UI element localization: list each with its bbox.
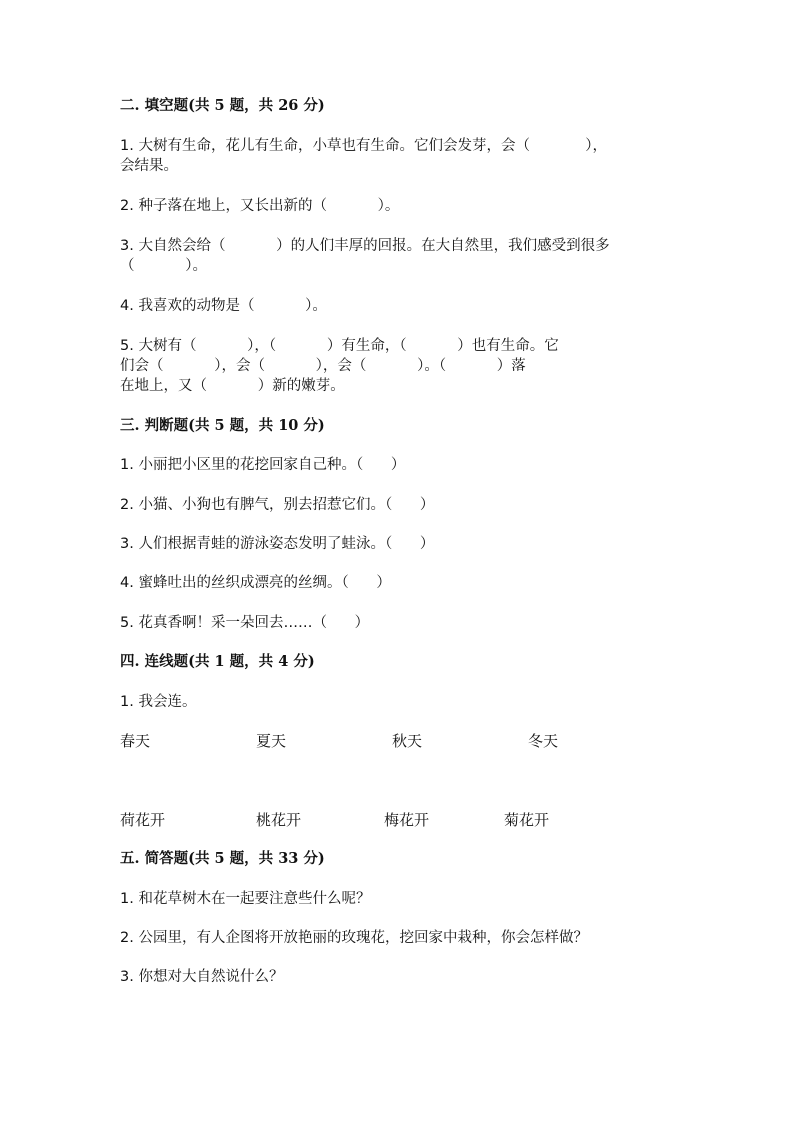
judge-q5: 5. 花真香啊！采一朵回去……（ ） [120,615,370,631]
short-q2: 2. 公园里，有人企图将开放艳丽的玫瑰花，挖回家中栽种，你会怎样做？ [120,930,588,946]
fill-q3-line2: （ ）。 [120,258,207,274]
season-winter: 冬天 [528,732,559,750]
fill-q5-line1: 5. 大树有（ ），（ ）有生命，（ ）也有生命。它 [120,338,559,354]
section-heading-fill-blank: 二. 填空题(共 5 题，共 26 分) [120,97,325,114]
section-heading-matching: 四. 连线题(共 1 题，共 4 分) [120,653,315,670]
flower-lotus: 荷花开 [120,811,166,829]
season-summer: 夏天 [256,732,287,750]
fill-q5-line2: 们会（ ），会（ ），会（ ）。（ ）落 [120,358,526,374]
match-q1: 1. 我会连。 [120,694,197,710]
season-autumn: 秋天 [392,732,423,750]
fill-q1-line1: 1. 大树有生命，花儿有生命，小草也有生命。它们会发芽，会（ ）， [120,138,608,154]
short-q3: 3. 你想对大自然说什么？ [120,969,284,985]
judge-q4: 4. 蜜蜂吐出的丝织成漂亮的丝绸。（ ） [120,575,391,591]
flower-plum: 梅花开 [384,811,430,829]
judge-q3: 3. 人们根据青蛙的游泳姿态发明了蛙泳。（ ） [120,536,435,552]
short-q1: 1. 和花草树木在一起要注意些什么呢？ [120,891,371,907]
season-spring: 春天 [120,732,151,750]
judge-q1: 1. 小丽把小区里的花挖回家自己种。（ ） [120,457,406,473]
judge-q2: 2. 小猫、小狗也有脾气，别去招惹它们。（ ） [120,497,435,513]
flower-chrysanthemum: 菊花开 [504,811,550,829]
fill-q2: 2. 种子落在地上，又长出新的（ ）。 [120,198,400,214]
section-heading-true-false: 三. 判断题(共 5 题，共 10 分) [120,417,325,434]
fill-q3-line1: 3. 大自然会给（ ）的人们丰厚的回报。在大自然里，我们感受到很多 [120,238,610,254]
fill-q4: 4. 我喜欢的动物是（ ）。 [120,298,327,314]
fill-q5-line3: 在地上，又（ ）新的嫩芽。 [120,378,345,394]
fill-q1-line2: 会结果。 [120,158,178,174]
flower-peach: 桃花开 [256,811,302,829]
section-heading-short-answer: 五. 简答题(共 5 题，共 33 分) [120,850,325,867]
